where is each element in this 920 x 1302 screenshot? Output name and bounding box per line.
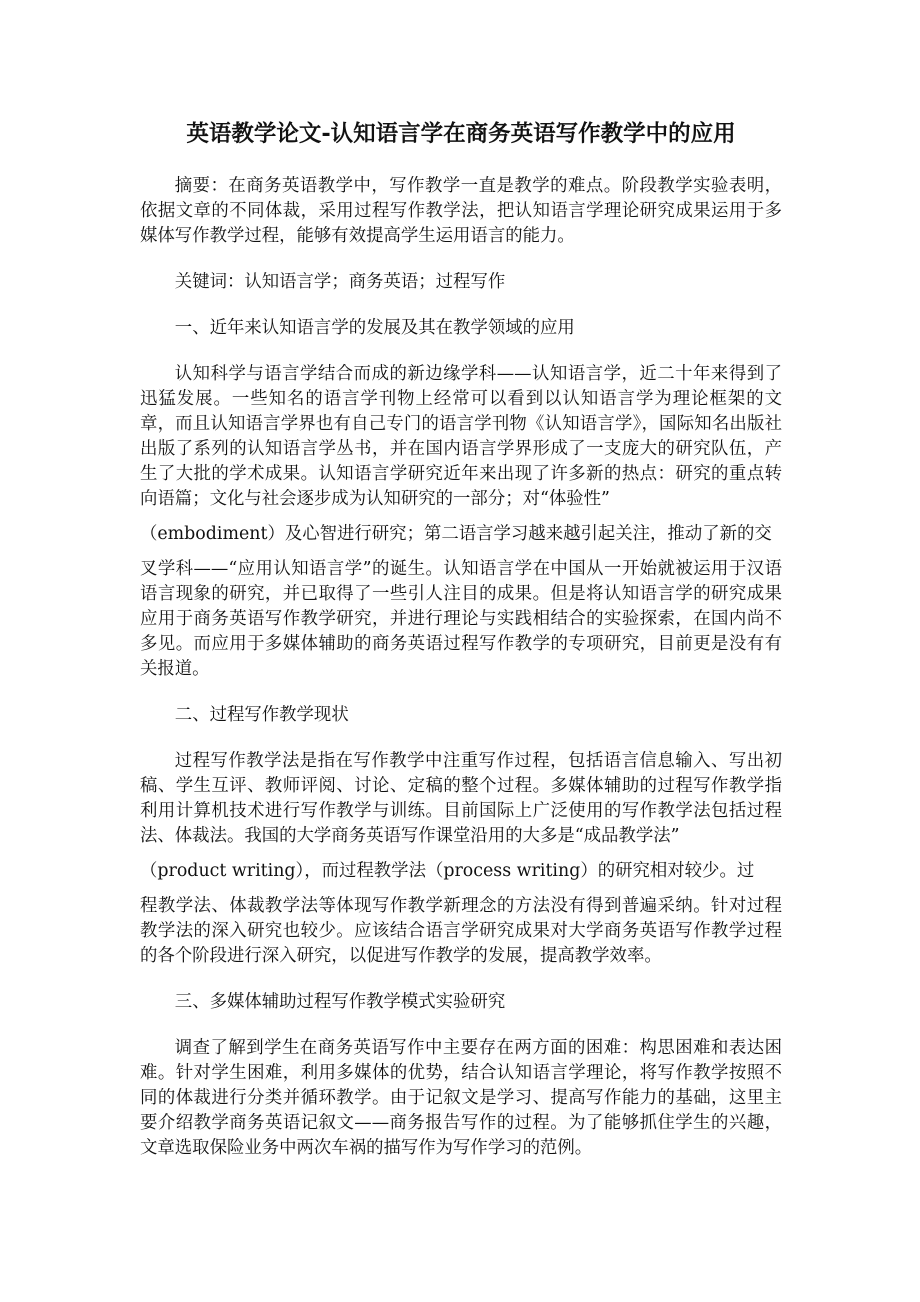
- abstract-paragraph: 摘要：在商务英语教学中，写作教学一直是教学的难点。阶段教学实验表明，依据文章的不同体裁，采用过程写作教学法，把认知语言学理论研究成果运用于多媒体写作教学过程，能够有效提高学生运用语言的能力。: [140, 176, 782, 246]
- section-3-heading: 三、多媒体辅助过程写作教学模式实验研究: [174, 992, 506, 1012]
- section-1-paragraph-1: 认知科学与语言学结合而成的新边缘学科——认知语言学，近二十年来得到了迅猛发展。一些知名的语言学刊物上经常可以看到以认知语言学为理论框架的文章，而且认知语言学界也有自己专门的语言学刊物《认知语言学》，国际知名出版社出版了系列的认知语言学丛书，并在国内语言学界形成了一支庞大的研究队伍，产生了大批的学术成果。认知语言学研究近年来出现了许多新的热点：研究的重点转向语篇；文化与社会逐步成为认知研究的一部分；对“体验性”: [140, 364, 782, 509]
- section-2-heading: 二、过程写作教学现状: [174, 705, 349, 725]
- section-2-paragraph-1: 过程写作教学法是指在写作教学中注重写作过程，包括语言信息输入、写出初稿、学生互评、教师评阅、讨论、定稿的整个过程。多媒体辅助的过程写作教学指利用计算机技术进行写作教学与训练。目前国际上广泛使用的写作教学法包括过程法、体裁法。我国的大学商务英语写作课堂沿用的大多是“成品教学法”: [140, 751, 782, 846]
- document-page: [140, 118, 782, 1161]
- document-title: 英语教学论文-认知语言学在商务英语写作教学中的应用: [186, 121, 736, 147]
- keywords-line: 关键词：认知语言学；商务英语；过程写作: [174, 272, 506, 292]
- section-3-paragraph-1: 调查了解到学生在商务英语写作中主要存在两方面的困难：构思困难和表达困难。针对学生困难，利用多媒体的优势，结合认知语言学理论，将写作教学按照不同的体裁进行分类并循环教学。由于记叙文是学习、提高写作能力的基础，这里主要介绍教学商务英语记叙文——商务报告写作的过程。为了能够抓住学生的兴趣，文章选取保险业务中两次车祸的描写作为写作学习的范例。: [140, 1038, 782, 1158]
- section-1-heading: 一、近年来认知语言学的发展及其在教学领域的应用: [174, 318, 575, 338]
- section-2-paragraph-2: （product writing），而过程教学法（process writing）的研究相对较少。过: [140, 861, 755, 881]
- section-1-paragraph-2: （embodiment）及心智进行研究；第二语言学习越来越引起关注，推动了新的交: [140, 524, 772, 544]
- section-1-paragraph-3: 叉学科——“应用认知语言学”的诞生。认知语言学在中国从一开始就被运用于汉语语言现象的研究，并已取得了一些引人注目的成果。但是将认知语言学的研究成果应用于商务英语写作教学研究，并进行理论与实践相结合的实验探索，在国内尚不多见。而应用于多媒体辅助的商务英语过程写作教学的专项研究，目前更是没有有关报道。: [140, 559, 782, 679]
- section-2-paragraph-3: 程教学法、体裁教学法等体现写作教学新理念的方法没有得到普遍采纳。针对过程教学法的深入研究也较少。应该结合语言学研究成果对大学商务英语写作教学过程的各个阶段进行深入研究，以促进写作教学的发展，提高教学效率。: [140, 896, 782, 966]
